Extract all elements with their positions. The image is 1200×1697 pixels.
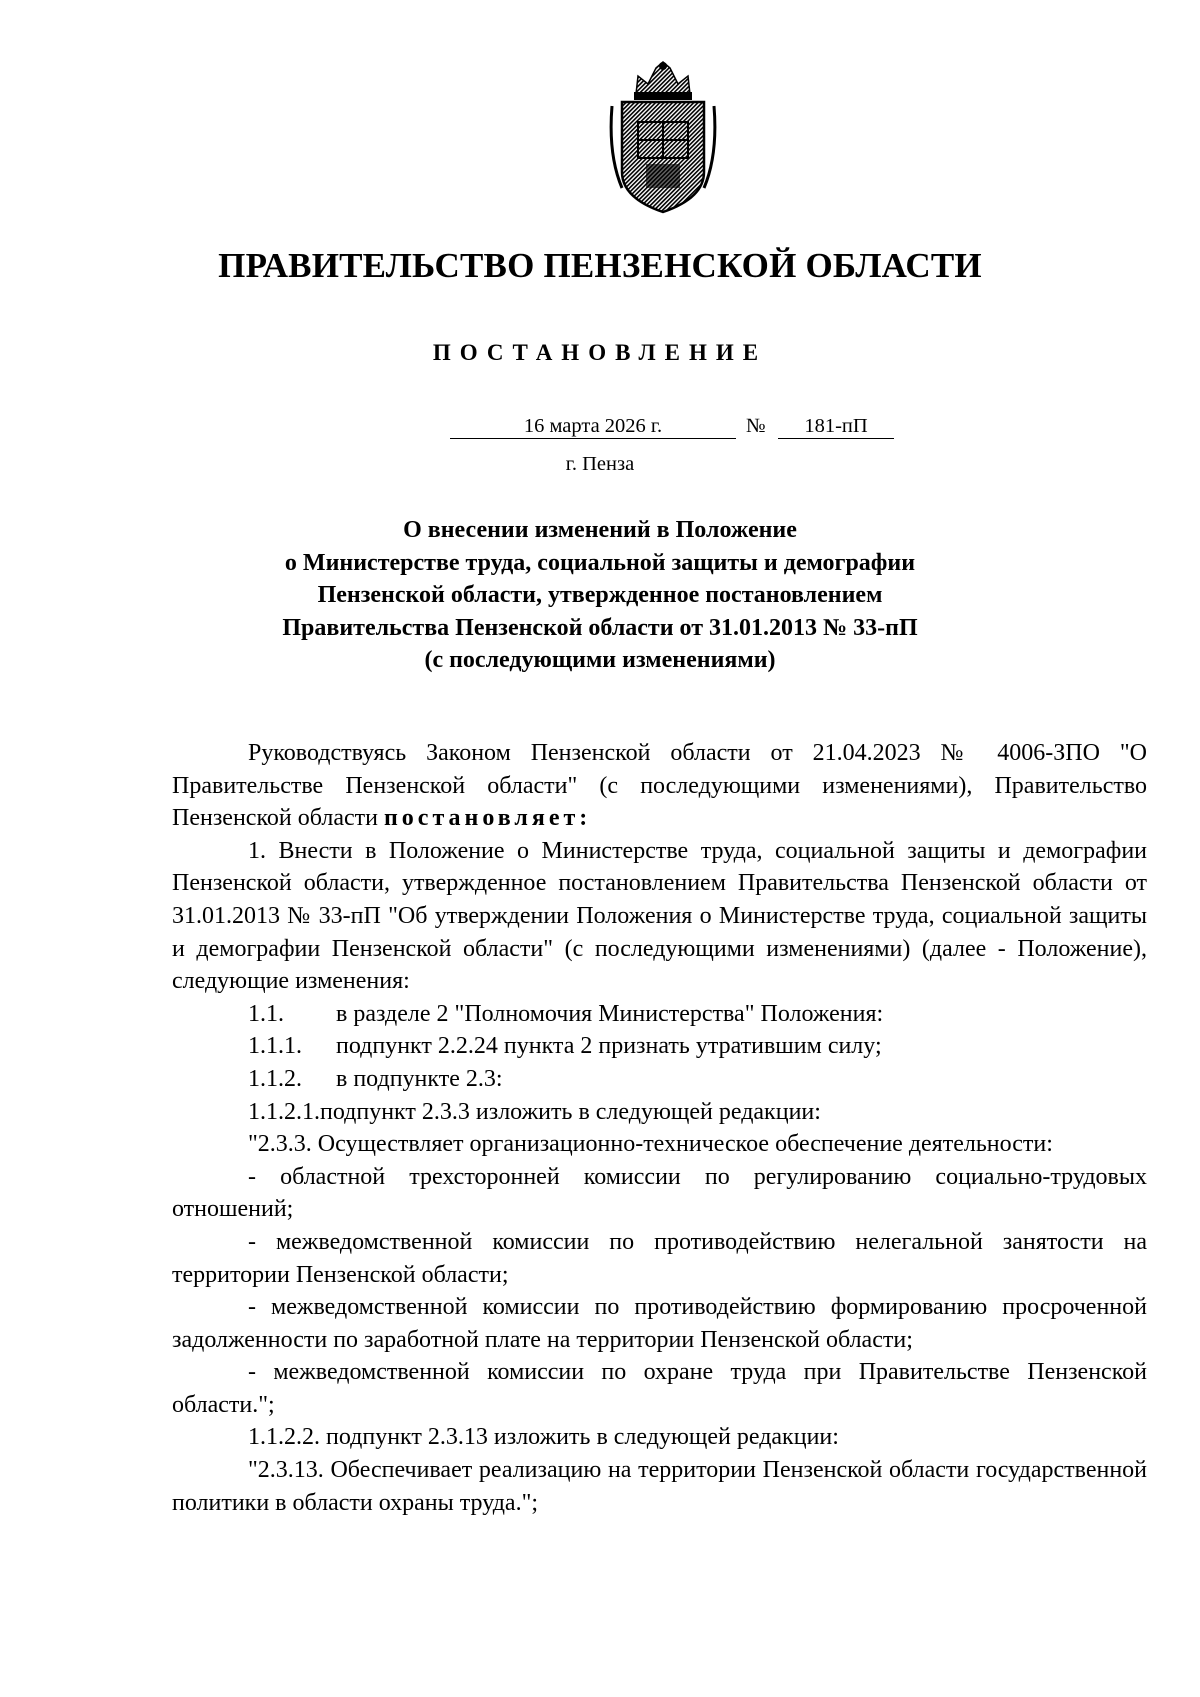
document-type: ПОСТАНОВЛЕНИЕ [432,340,768,365]
item-1-1-2-2: 1.1.2.2. подпункт 2.3.13 изложить в следующей редакции: [248,1424,839,1451]
item-number: 1.1.1. [248,1033,302,1060]
item-number: 1.1.2. [248,1065,302,1092]
item-1-1-2 [172,1063,1147,1096]
date-number-line [0,414,1200,444]
title-line: Пензенской области, утвержденное постановлением [317,582,883,608]
item-number: 1.1. [248,1000,284,1027]
title-line: (с последующими изменениями) [424,647,776,673]
dash-item: - межведомственной комиссии по противодействию формированию просроченной задолженности по заработной плате на территории Пензенской области; [172,1294,1147,1353]
item-1-1-2-1: 1.1.2.1.подпункт 2.3.3 изложить в следующей редакции: [248,1098,821,1125]
document-body [172,737,1147,1519]
dash-item: - межведомственной комиссии по противодействию нелегальной занятости на территории Пензенской области; [172,1228,1147,1288]
item-1-1 [172,998,1147,1031]
title-line: о Министерстве труда, социальной защиты и демографии [284,549,916,576]
coat-of-arms-icon [608,60,718,218]
intro-paragraph [172,737,1147,835]
government-name: ПРАВИТЕЛЬСТВО ПЕНЗЕНСКОЙ ОБЛАСТИ [218,246,982,285]
quote-2-3-13: "2.3.13. Обеспечивает реализацию на территории Пензенской области государственной политики в области охраны труда."; [172,1457,1147,1516]
document-title [250,514,950,677]
dash-item: - областной трехсторонней комиссии по регулированию социально-трудовых отношений; [172,1163,1147,1223]
document-number: 181-пП [778,414,894,439]
intro-text: Руководствуясь Законом Пензенской области от 21.04.2023 № 4006-ЗПО "О Правительстве Пензенской области" (с последующими изменениями), Правительство Пензенской области [172,740,1147,832]
item-text: в подпункте 2.3: [336,1065,503,1092]
decree-word: постановляет: [383,805,592,832]
dash-item: - межведомственной комиссии по охране труда при Правительстве Пензенской области."; [172,1359,1147,1418]
item-text: подпункт 2.2.24 пункта 2 признать утратившим силу; [336,1033,882,1060]
item-1-1-1 [172,1030,1147,1063]
quote-2-3-3: "2.3.3. Осуществляет организационно-техническое обеспечение деятельности: [248,1131,1053,1158]
paragraph-1: 1. Внести в Положение о Министерстве труда, социальной защиты и демографии Пензенской области, утвержденное постановлением Правительства Пензенской области от 31.01.2013 № 33-пП "Об утверждении Положения о Министерстве труда, социальной защиты и демографии Пензенской области" (с последующими изменениями) (далее - Положение), следующие изменения: [172,837,1147,995]
title-line: О внесении изменений в Положение [403,517,797,543]
number-sign: № [746,415,766,437]
city: г. Пенза [565,453,635,475]
item-text: в разделе 2 "Полномочия Министерства" Положения: [336,1000,884,1027]
document-date: 16 марта 2026 г. [450,414,736,439]
title-line: Правительства Пензенской области от 31.01.2013 № 33-пП [282,614,918,641]
